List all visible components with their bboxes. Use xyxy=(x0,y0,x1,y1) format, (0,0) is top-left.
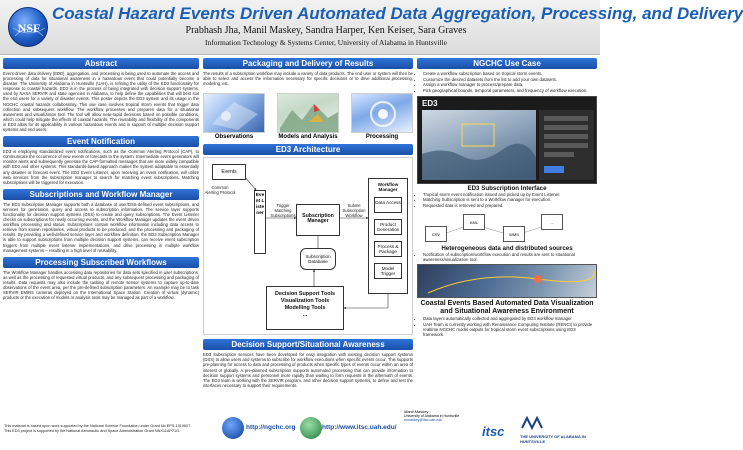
observations-label: Observations xyxy=(214,134,254,141)
event-listener-box: Event Listener xyxy=(254,190,266,254)
list-item: • Tropical storm event notification issued and picked up by Event Listener. xyxy=(423,192,597,197)
terrain-model-icon xyxy=(278,94,340,134)
observations-figure xyxy=(203,93,265,133)
ngchc-bullets-2 xyxy=(417,192,597,208)
nsf-logo xyxy=(8,7,48,47)
situational-heading: Decision Support/Situational Awareness xyxy=(203,339,413,350)
ngchc-link[interactable]: http://ngchc.org xyxy=(246,424,296,431)
processing-figure xyxy=(351,93,413,133)
uah-logo xyxy=(520,416,598,444)
more-sources: ... xyxy=(541,214,563,230)
list-item: • Matching Subscription is sent to a Workflow manager for execution. xyxy=(423,197,597,202)
data-sources-caption: Heterogeneous data and distributed sources xyxy=(441,245,573,253)
list-item: • Customize the desired datasets from the list to add your own datasets. xyxy=(423,77,597,82)
list-item: • Requested data is retrieved and prepared. xyxy=(423,203,597,208)
nasa-logo xyxy=(222,417,244,439)
subscription-database: Subscription Database xyxy=(300,248,336,270)
abstract-heading: Abstract xyxy=(3,58,199,69)
packaging-text: The results of a subscription workflow may include a variety of data products. The end user or system will then be able to select and access the information necessary for specific decisions or to drive additional processing, modeling, etc. xyxy=(203,71,413,87)
ack-line-2: This ED3 project is supported by the National Aeronautic and Space Administration Grant NNX11AP71G. xyxy=(4,428,181,433)
list-item: • Assign a workflow manager to process/prepare data. xyxy=(423,82,597,87)
list-item: • Notification of subscription/workflow execution and results are sent to situational awareness/visualization tool. xyxy=(423,252,597,262)
coastline-icon xyxy=(422,110,536,180)
process-package-box: Process & Package xyxy=(374,241,402,257)
kml-source: KML xyxy=(463,214,485,230)
wms-source: WMS xyxy=(503,226,525,242)
dss-tools-box: Decision Support Tools Visualization Tools Modelling Tools ... xyxy=(266,286,344,330)
contact-name: Manil Maskey xyxy=(404,409,429,414)
event-notification-heading: Event Notification xyxy=(3,136,199,147)
left-column xyxy=(3,58,199,300)
data-access-box: Data Access xyxy=(374,197,402,213)
abstract-text: Event-driven data delivery (EDD), aggregation, and processing is being used to automate the access and processing of data for situational awareness in a hazardous event that could potentially become a disaster. The University of Alabama in Huntsville (UAH), is refining the utility of the ED3 functionality for response to coastal hazards. ED3 is in the process of being integrated with decision support systems, used by NASA SERVIR and state agencies in Alabama, to help define the capabilities that will best suit the end users for a variety of disaster events. This poster depicts the ED3 system and its usage in the NGCHC coastal hazards collaboratory. This use case involves tropical storm events that trigger data collection and subsequent workflow. The workflow processes and prepares data for a situational awareness and visualization tool. The tool will allow near-rapid decisions based on possible conditions, which could help mitigate the effects of coastal hazards. The reusability and flexibility of the components in ED3 allow for its applicability in various hazardous events and in support of multiple decision support systems and end users. xyxy=(3,71,199,133)
submit-workflow-label: Submit Subscription Workflow xyxy=(342,203,366,218)
processing-text: The Workflow Manager handles accessing data repositories for data sets specified in user subscriptions, as well as the processing of requested virtual products, and any subsequent processing and packaging of results. Data requests may also include the tasking of remote sensor systems to capture up-to-date observations of the event area, per the pre-defined subscription parameters. An example may be to task SERVIR EMIRS cameras deployed on the International Space Station. Creation of virtual (dynamic) products or the execution of models or analysis tools may be managed as part of a workflow. xyxy=(3,269,199,301)
ngchc-bullets xyxy=(417,71,597,93)
ed3-interface-screenshot xyxy=(417,96,597,184)
contact-email[interactable]: mmaskey@itsc.uah.edu xyxy=(404,418,443,422)
common-alerting-label: Common Alerting Protocol xyxy=(204,185,236,196)
contact-org: University of Alabama in Huntsville xyxy=(404,414,460,418)
form-fields-icon xyxy=(539,110,594,180)
ed3-map-view xyxy=(422,110,536,180)
architecture-diagram xyxy=(203,157,413,335)
situational-awareness-map xyxy=(417,264,597,298)
subscriptions-text: The ED3 Subscription Manager supports both a database of user/DSS-defined event subscriptions, and services for generation, query and access to subscription information. The service layer supports functionality for decision support systems (DSS) to create and query subscriptions. The Event Listener checks on subscriptions for newly occurring events, and the Workflow Manager updates the event driven workflow processing and status. Subscriptions contain workflow information including data access to retrieve from known repositories, virtual products to be produced, and the processing and packaging of results. By providing a well-defined service layer and workflow definition, the ED3 Subscription Manager is able to support subscriptions from multiple decision support systems, can receive event subscription triggers from multiple event listener implementations, and drive processing in multiple workflow management systems -- resulting in a high level of reusability. xyxy=(3,201,199,253)
ngchc-heading: NGCHC Use Case xyxy=(417,58,597,69)
processing-heading: Processing Subscribed Workflows xyxy=(3,257,199,268)
ack-line-1: This material is based upon work supported by the National Science Foundation under Grant No EPS-1010607. xyxy=(4,424,192,428)
contact-block xyxy=(404,409,474,422)
list-item: • Data layers automatically collected and aggregated by ED3 workflow manager xyxy=(423,316,597,321)
processing-label: Processing xyxy=(365,134,399,141)
models-figure xyxy=(277,93,339,133)
poster-header xyxy=(0,0,743,55)
uah-logo-text: THE UNIVERSITY OF ALABAMA IN HUNTSVILLE xyxy=(520,434,586,444)
itsc-seal xyxy=(300,417,322,439)
model-trigger-box: Model Trigger xyxy=(374,263,402,279)
list-item: • UAH Team is currently working with Renaissance Computing Institute (RENCI) to provide realtime NGCHC model outputs for tropical storm event subscriptions using ED3 framework. xyxy=(423,322,597,337)
poster-authors: Prabhash Jha, Manil Maskey, Sandra Harper, Ken Keiser, Sara Graves xyxy=(185,25,467,36)
nsf-logo-text: NSF xyxy=(17,21,41,35)
ed3-caption: ED3 Subscription Interface xyxy=(467,184,547,192)
trigger-matching-label: Trigger Matching Subscriptions xyxy=(270,203,296,218)
poster-title: Coastal Hazard Events Driven Automated Data Aggregation, Processing, and Delivery xyxy=(52,4,743,23)
csv-source: CSV xyxy=(425,226,447,242)
subscription-manager-box: Subscription Manager xyxy=(296,204,340,236)
storm-track-icon xyxy=(418,265,596,299)
models-label: Models and Analysis xyxy=(278,134,338,141)
situational-text: ED3 Subscription services have been developed for easy integration with existing decision support systems (DSS) to allow users and systems to subscribe for workflow executions when specific events occur. This supports pre-planning for access to data and processing of products when specific types of events occur within an area of interest or globally. A pre-planned subscription supports automated processing that can provide information to decision support systems and personnel more rapidly than waiting to form requests in the aftermath of events. The ED3 team is working with the SERVIR program, and other decision support systems, to define and test the interfaces necessary to support their requirements. xyxy=(203,352,413,388)
workflow-manager-title: Workflow Manager xyxy=(377,182,399,193)
itsc-logo: itsc xyxy=(482,424,505,439)
acknowledgement xyxy=(4,424,204,433)
events-box: Events xyxy=(212,164,246,180)
ngchc-bullets-4 xyxy=(417,316,597,337)
event-notification-text: ED3 is employing standardized event notifications, such as the Common Alerting Protocol (CAP), to communicate the occurrence of new events or forecasts to the system. Intermediate event generators will monitor alerts and subsequently generate the CAP-formatted messages that are more widely compatible with ED3 and other systems. This standards-based approach makes the system adaptable to essentially any disaster or forecast event. The ED3 Event Listener, upon receiving an event notification, will utilize web services from the subscription manager to search for matching event subscriptions. Matching subscriptions will be triggered for execution. xyxy=(3,149,199,185)
poster-affiliation: Information Technology & Systems Center, University of Alabama in Huntsville xyxy=(205,38,447,47)
ngchc-bullets-3 xyxy=(417,252,597,262)
subscriptions-heading: Subscriptions and Workflow Manager xyxy=(3,189,199,200)
awareness-caption: Coastal Events Based Automated Data Visualization and Situational Awareness Environment xyxy=(420,300,594,316)
architecture-heading: ED3 Architecture xyxy=(203,144,413,155)
pipeline-figures xyxy=(203,88,413,140)
middle-column xyxy=(203,58,413,388)
storm-swirl-icon xyxy=(352,94,414,134)
packaging-heading: Packaging and Delivery of Results xyxy=(203,58,413,69)
list-item: • Create a workflow subscription based on tropical storm events. xyxy=(423,71,597,76)
workflow-manager-box xyxy=(368,178,408,294)
uah-mark-icon xyxy=(520,416,544,430)
product-generation-box: Product Generation xyxy=(374,219,402,235)
ed3-logo: ED3 xyxy=(422,98,438,108)
itsc-link[interactable]: http://www.itsc.uah.edu/ xyxy=(322,424,397,431)
right-column xyxy=(417,58,597,338)
data-sources-figure xyxy=(417,210,597,244)
ed3-settings-panel xyxy=(539,110,594,180)
satellite-swath-icon xyxy=(204,94,266,134)
list-item: • Pick geographical bounds, temporal parameters, and frequency of workflow execution. xyxy=(423,88,597,93)
